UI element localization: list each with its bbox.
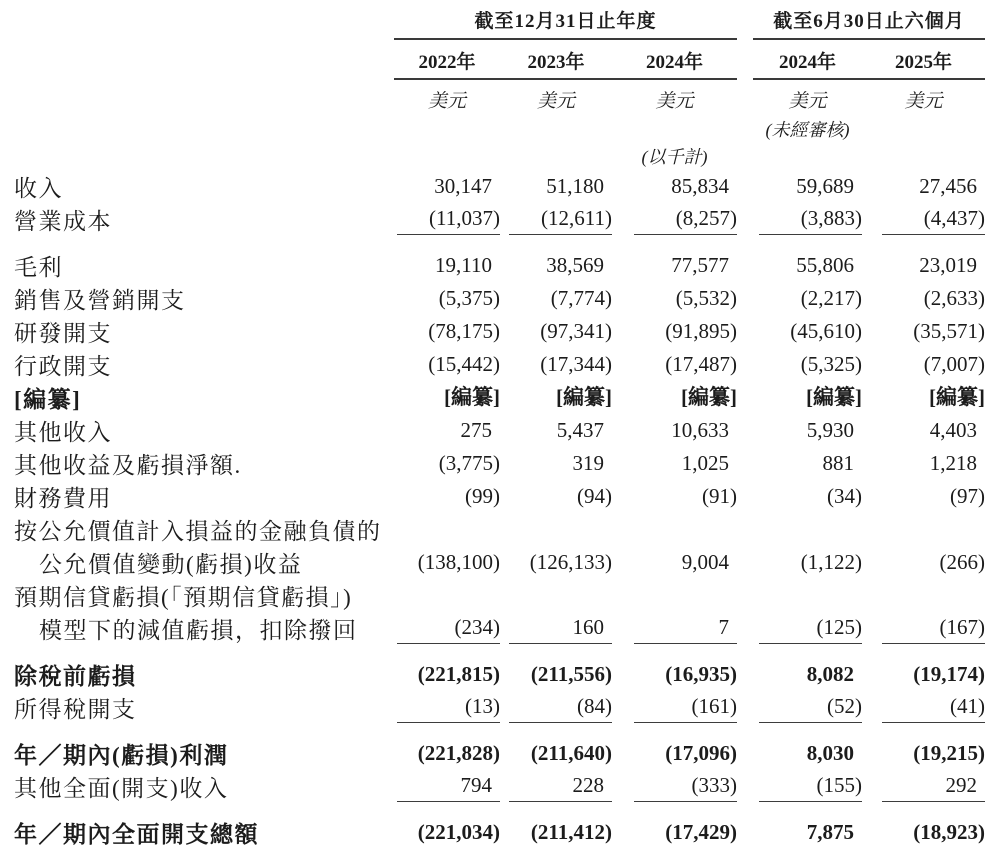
- cell-value: (94): [577, 483, 612, 508]
- value-cell: [394, 690, 500, 728]
- cell-value: 10,633: [671, 417, 729, 442]
- column-gap: [737, 240, 753, 281]
- value-cell: [394, 240, 500, 281]
- cell-value: (7,774): [550, 285, 612, 310]
- cell-value: 8,030: [806, 740, 854, 765]
- cell-value: (125): [759, 615, 862, 644]
- value-cell: [862, 347, 985, 380]
- cell-value: (3,883): [759, 206, 862, 235]
- row-label: 其他收入: [14, 419, 112, 445]
- cell-value: (5,375): [438, 285, 500, 310]
- value-cell: [500, 281, 612, 314]
- value-cell: [394, 479, 500, 512]
- cell-value: (2,633): [923, 285, 986, 310]
- year-col-2025-interim: [862, 40, 985, 80]
- cell-value: (18,923): [913, 819, 986, 844]
- cell-value: 55,806: [796, 252, 854, 277]
- cell-value: (266): [939, 549, 986, 574]
- table-row: [14, 314, 985, 347]
- group-interim: [753, 6, 985, 40]
- column-gap: [737, 690, 753, 728]
- value-cell: [500, 380, 612, 413]
- value-cell: [612, 314, 737, 347]
- table-row: [14, 649, 985, 690]
- cell-value: [編纂]: [444, 384, 500, 409]
- cell-value: 9,004: [681, 549, 729, 574]
- cell-value: (333): [634, 773, 737, 802]
- row-label: [編纂]: [14, 386, 82, 412]
- table-row: [14, 769, 985, 807]
- table-row: [14, 512, 985, 545]
- cell-value: (91,895): [665, 318, 737, 343]
- column-gap: [737, 728, 753, 769]
- value-cell: [753, 649, 862, 690]
- row-label: 按公允價值計入損益的金融負債的: [14, 518, 382, 544]
- value-cell: [500, 728, 612, 769]
- row-label: 其他收益及虧損淨額.: [14, 452, 242, 478]
- value-cell: [753, 807, 862, 848]
- value-cell: [612, 347, 737, 380]
- cell-value: (211,640): [530, 740, 612, 765]
- column-gap: [737, 380, 753, 413]
- value-cell: [612, 169, 737, 202]
- cell-value: (13): [397, 694, 500, 723]
- value-cell: [753, 314, 862, 347]
- value-cell: [394, 202, 500, 240]
- cell-value: 794: [397, 773, 500, 802]
- cell-value: (35,571): [913, 318, 986, 343]
- value-cell: [862, 545, 985, 578]
- value-cell: [394, 807, 500, 848]
- group-annual: [394, 6, 737, 40]
- unit-label: 美元: [427, 91, 466, 112]
- column-gap: [737, 6, 753, 40]
- table-row: [14, 240, 985, 281]
- value-cell: [500, 347, 612, 380]
- unit-label: 美元: [655, 91, 694, 112]
- table-row: [14, 281, 985, 314]
- value-cell: [862, 479, 985, 512]
- cell-value: (1,122): [800, 549, 862, 574]
- unaudited-note-row: [14, 115, 985, 142]
- currency-unit-row: [14, 80, 985, 115]
- value-cell: [612, 649, 737, 690]
- value-cell: [862, 649, 985, 690]
- value-cell: [612, 479, 737, 512]
- row-label: 公允價值變動(虧損)收益: [39, 551, 303, 577]
- cell-value: (221,828): [417, 740, 500, 765]
- cell-value: 23,019: [919, 252, 978, 277]
- value-cell: [394, 512, 500, 545]
- table-row: [14, 169, 985, 202]
- cell-value: (41): [882, 694, 985, 723]
- value-cell: [753, 690, 862, 728]
- column-gap: [737, 769, 753, 807]
- column-gap: [737, 80, 753, 115]
- spacer: [14, 142, 394, 169]
- cell-value: 77,577: [671, 252, 729, 277]
- value-cell: [753, 611, 862, 649]
- value-cell: [753, 446, 862, 479]
- year-header-row: [14, 40, 985, 80]
- table-row: [14, 578, 985, 611]
- unaudited-note: (未經審核): [765, 120, 850, 140]
- financial-table: [14, 6, 985, 848]
- value-cell: [862, 611, 985, 649]
- column-gap: [737, 446, 753, 479]
- table-row: [14, 202, 985, 240]
- cell-value: (52): [759, 694, 862, 723]
- cell-value: 19,110: [435, 252, 492, 277]
- cell-value: 228: [509, 773, 612, 802]
- unit-label: 美元: [904, 91, 943, 112]
- cell-value: (2,217): [800, 285, 862, 310]
- row-label: 研發開支: [14, 320, 112, 346]
- cell-value: [編纂]: [556, 384, 612, 409]
- column-gap: [737, 807, 753, 848]
- cell-value: 4,403: [929, 417, 978, 442]
- spacer: [14, 115, 394, 142]
- value-cell: [394, 169, 500, 202]
- value-cell: [612, 611, 737, 649]
- column-gap: [737, 115, 753, 142]
- cell-value: 59,689: [796, 173, 854, 198]
- row-label: 年／期內(虧損)利潤: [14, 742, 229, 768]
- value-cell: [394, 728, 500, 769]
- table-row: [14, 479, 985, 512]
- cell-value: 1,218: [929, 450, 978, 475]
- table-row: [14, 611, 985, 649]
- value-cell: [753, 347, 862, 380]
- value-cell: [612, 512, 737, 545]
- year-col-2023: [500, 40, 612, 80]
- value-cell: [612, 545, 737, 578]
- value-cell: [612, 240, 737, 281]
- value-cell: [612, 807, 737, 848]
- cell-value: (221,815): [417, 661, 500, 686]
- thousands-note-row: [14, 142, 985, 169]
- value-cell: [500, 649, 612, 690]
- cell-value: 38,569: [546, 252, 604, 277]
- cell-value: 7,875: [806, 819, 854, 844]
- cell-value: [編纂]: [929, 384, 986, 409]
- cell-value: [編纂]: [806, 384, 862, 409]
- value-cell: [612, 380, 737, 413]
- cell-value: 30,147: [434, 173, 492, 198]
- value-cell: [500, 512, 612, 545]
- table-row: [14, 690, 985, 728]
- cell-value: 7: [634, 615, 737, 644]
- value-cell: [500, 169, 612, 202]
- value-cell: [394, 649, 500, 690]
- cell-value: (138,100): [417, 549, 500, 574]
- value-cell: [862, 690, 985, 728]
- cell-value: (97): [950, 483, 986, 508]
- spacer: [14, 80, 394, 115]
- value-cell: [394, 413, 500, 446]
- cell-value: (17,344): [540, 351, 612, 376]
- value-cell: [500, 479, 612, 512]
- cell-value: (126,133): [529, 549, 612, 574]
- cell-value: 8,082: [806, 661, 854, 686]
- cell-value: (211,412): [530, 819, 612, 844]
- value-cell: [612, 413, 737, 446]
- cell-value: 27,456: [919, 173, 978, 198]
- cell-value: [編纂]: [681, 384, 737, 409]
- value-cell: [753, 413, 862, 446]
- value-cell: [394, 314, 500, 347]
- column-gap: [737, 169, 753, 202]
- column-gap: [737, 578, 753, 611]
- column-gap: [737, 40, 753, 80]
- table-row: [14, 413, 985, 446]
- year-label: 2023年: [500, 47, 612, 80]
- cell-value: (15,442): [428, 351, 500, 376]
- row-label: 其他全面(開支)收入: [14, 775, 229, 801]
- value-cell: [753, 202, 862, 240]
- value-cell: [500, 202, 612, 240]
- cell-value: (99): [465, 483, 500, 508]
- value-cell: [862, 314, 985, 347]
- cell-value: (84): [509, 694, 612, 723]
- thousands-note: (以千計): [641, 147, 708, 167]
- table-row: [14, 446, 985, 479]
- cell-value: (17,096): [665, 740, 737, 765]
- cell-value: (7,007): [923, 351, 986, 376]
- cell-value: (155): [759, 773, 862, 802]
- row-label: 財務費用: [14, 485, 112, 511]
- table-row: [14, 807, 985, 848]
- value-cell: [500, 807, 612, 848]
- cell-value: (3,775): [438, 450, 500, 475]
- row-label: 模型下的減值虧損，扣除撥回: [39, 617, 358, 643]
- value-cell: [394, 611, 500, 649]
- value-cell: [753, 512, 862, 545]
- value-cell: [394, 380, 500, 413]
- value-cell: [612, 690, 737, 728]
- value-cell: [500, 413, 612, 446]
- value-cell: [500, 314, 612, 347]
- value-cell: [862, 281, 985, 314]
- row-label: 毛利: [14, 254, 63, 280]
- column-gap: [737, 545, 753, 578]
- value-cell: [394, 446, 500, 479]
- cell-value: (97,341): [540, 318, 612, 343]
- unit-label: 美元: [788, 91, 827, 112]
- value-cell: [862, 807, 985, 848]
- value-cell: [862, 169, 985, 202]
- column-gap: [737, 611, 753, 649]
- cell-value: 160: [509, 615, 612, 644]
- column-gap: [737, 142, 753, 169]
- cell-value: (5,325): [800, 351, 862, 376]
- cell-value: (17,429): [665, 819, 737, 844]
- table-row: [14, 728, 985, 769]
- table-row: [14, 380, 985, 413]
- column-gap: [737, 479, 753, 512]
- column-gap: [737, 281, 753, 314]
- value-cell: [612, 281, 737, 314]
- group-annual-title: 截至12月31日止年度: [394, 6, 737, 40]
- cell-value: 292: [882, 773, 985, 802]
- cell-value: 51,180: [546, 173, 604, 198]
- cell-value: (78,175): [428, 318, 500, 343]
- spacer: [14, 40, 394, 80]
- value-cell: [500, 545, 612, 578]
- group-interim-title: 截至6月30日止六個月: [753, 6, 985, 40]
- cell-value: (34): [827, 483, 862, 508]
- value-cell: [612, 728, 737, 769]
- value-cell: [612, 202, 737, 240]
- value-cell: [862, 578, 985, 611]
- cell-value: (12,611): [509, 206, 612, 235]
- cell-value: (167): [882, 615, 985, 644]
- cell-value: (8,257): [634, 206, 737, 235]
- value-cell: [862, 728, 985, 769]
- value-cell: [394, 578, 500, 611]
- value-cell: [753, 479, 862, 512]
- value-cell: [753, 169, 862, 202]
- column-gap: [737, 649, 753, 690]
- cell-value: (4,437): [882, 206, 985, 235]
- cell-value: (161): [634, 694, 737, 723]
- column-gap: [737, 347, 753, 380]
- cell-value: (221,034): [417, 819, 500, 844]
- year-label: 2024年: [612, 47, 737, 80]
- value-cell: [862, 769, 985, 807]
- value-cell: [394, 545, 500, 578]
- value-cell: [862, 512, 985, 545]
- row-label: 行政開支: [14, 353, 112, 379]
- cell-value: (234): [397, 615, 500, 644]
- value-cell: [500, 446, 612, 479]
- cell-value: (11,037): [397, 206, 500, 235]
- cell-value: 1,025: [681, 450, 729, 475]
- value-cell: [500, 240, 612, 281]
- table-body: [14, 169, 985, 848]
- value-cell: [500, 578, 612, 611]
- year-col-2022: [394, 40, 500, 80]
- cell-value: (91): [702, 483, 737, 508]
- value-cell: [753, 380, 862, 413]
- value-cell: [612, 446, 737, 479]
- year-label: 2024年: [753, 47, 862, 80]
- cell-value: (5,532): [675, 285, 737, 310]
- value-cell: [500, 690, 612, 728]
- year-col-2024-interim: [753, 40, 862, 80]
- year-label: 2022年: [394, 47, 500, 80]
- value-cell: [612, 769, 737, 807]
- value-cell: [753, 578, 862, 611]
- table-row: [14, 545, 985, 578]
- cell-value: 275: [460, 417, 492, 442]
- row-label: 年／期內全面開支總額: [14, 821, 259, 847]
- value-cell: [862, 202, 985, 240]
- cell-value: 319: [572, 450, 604, 475]
- row-label: 收入: [14, 175, 63, 201]
- value-cell: [394, 281, 500, 314]
- value-cell: [753, 240, 862, 281]
- value-cell: [753, 281, 862, 314]
- row-label: 營業成本: [14, 208, 112, 234]
- cell-value: (17,487): [665, 351, 737, 376]
- row-label: 預期信貸虧損(「預期信貸虧損」): [14, 584, 353, 610]
- cell-value: (19,174): [913, 661, 986, 686]
- spacer: [14, 6, 394, 40]
- value-cell: [862, 240, 985, 281]
- value-cell: [862, 446, 985, 479]
- cell-value: 881: [822, 450, 854, 475]
- value-cell: [394, 769, 500, 807]
- value-cell: [500, 611, 612, 649]
- column-gap: [737, 202, 753, 240]
- value-cell: [862, 380, 985, 413]
- value-cell: [500, 769, 612, 807]
- value-cell: [753, 545, 862, 578]
- column-gap: [737, 413, 753, 446]
- cell-value: (16,935): [665, 661, 737, 686]
- unit-label: 美元: [536, 91, 575, 112]
- cell-value: 85,834: [671, 173, 729, 198]
- table-row: [14, 347, 985, 380]
- year-col-2024: [612, 40, 737, 80]
- cell-value: 5,930: [806, 417, 854, 442]
- row-label: 銷售及營銷開支: [14, 287, 186, 313]
- cell-value: (45,610): [790, 318, 862, 343]
- value-cell: [753, 728, 862, 769]
- year-label: 2025年: [862, 47, 985, 80]
- value-cell: [394, 347, 500, 380]
- column-group-row: [14, 6, 985, 40]
- row-label: 所得稅開支: [14, 696, 137, 722]
- row-label: 除稅前虧損: [14, 663, 137, 689]
- value-cell: [612, 578, 737, 611]
- cell-value: (19,215): [913, 740, 986, 765]
- cell-value: 5,437: [556, 417, 604, 442]
- value-cell: [753, 769, 862, 807]
- value-cell: [862, 413, 985, 446]
- cell-value: (211,556): [530, 661, 612, 686]
- column-gap: [737, 314, 753, 347]
- column-gap: [737, 512, 753, 545]
